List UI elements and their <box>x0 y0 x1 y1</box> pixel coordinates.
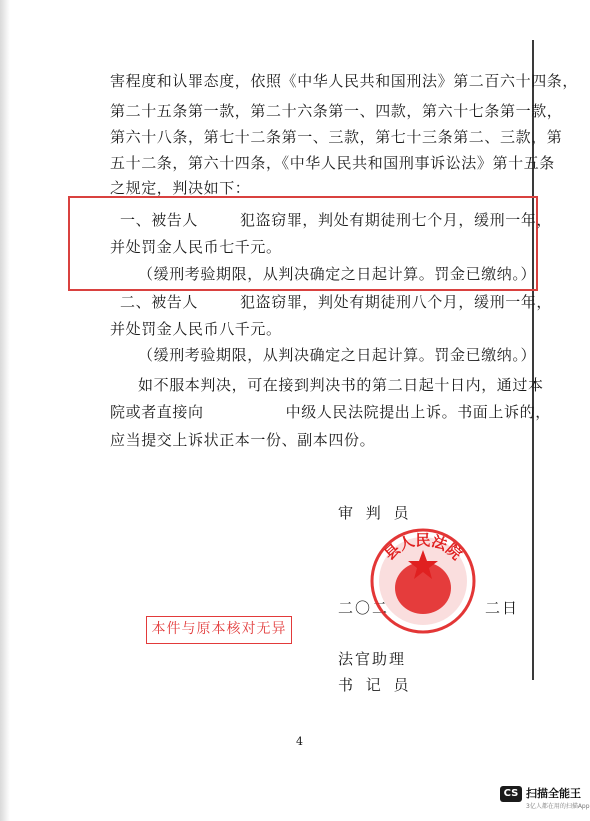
court-seal-icon <box>368 526 478 636</box>
assistant-label: 法官助理 <box>338 650 407 668</box>
body-line-1: 害程度和认罪态度，依照《中华人民共和国刑法》第二百六十四条， <box>110 72 579 90</box>
judge-label: 审 判 员 <box>338 504 413 522</box>
camscanner-logo-icon: CS <box>500 786 522 802</box>
verdict1-line2: 并处罚金人民币七千元。 <box>110 238 282 256</box>
scan-edge-left <box>0 0 10 821</box>
appeal-line3: 应当提交上诉状正本一份、副本四份。 <box>110 431 376 449</box>
verdict1-line1 <box>120 210 552 230</box>
verdict2-line1 <box>120 292 552 312</box>
camscanner-name: 扫描全能王 <box>526 787 581 800</box>
page-number: 4 <box>296 735 303 748</box>
verdict1-suffix: 犯盗窃罪，判处有期徒刑七个月，缓刑一年， <box>240 211 553 229</box>
body-line-3: 第六十八条，第七十二条第一、三款，第七十三条第二、三款，第 <box>110 128 563 146</box>
date-tail: 二日 <box>485 599 520 617</box>
verdict1-prefix: 一、被告人 <box>120 211 199 229</box>
verdict2-note: （缓刑考验期限，从判决确定之日起计算。罚金已缴纳。） <box>138 346 537 364</box>
verdict1-note: （缓刑考验期限，从判决确定之日起计算。罚金已缴纳。） <box>138 265 537 283</box>
appeal-line1: 如不服本判决，可在接到判决书的第二日起十日内，通过本 <box>138 376 544 394</box>
appeal-prefix: 院或者直接向 <box>110 403 204 421</box>
body-line-4: 五十二条，第六十四条，《中华人民共和国刑事诉讼法》第十五条 <box>110 154 555 172</box>
verify-stamp: 本件与原本核对无异 <box>146 616 292 644</box>
verdict2-suffix: 犯盗窃罪，判处有期徒刑八个月，缓刑一年， <box>240 293 553 311</box>
clerk-label: 书 记 员 <box>338 676 413 694</box>
seal-text: 县人民法院 <box>380 531 466 564</box>
camscanner-tagline: 3亿人都在用的扫描App <box>526 803 590 810</box>
appeal-line2 <box>110 402 551 422</box>
appeal-suffix: 中级人民法院提出上诉。书面上诉的， <box>285 403 551 421</box>
verdict2-prefix: 二、被告人 <box>120 293 199 311</box>
body-line-5: 之规定，判决如下： <box>110 179 251 197</box>
date-prefix: 二〇二 <box>338 599 390 617</box>
body-line-2: 第二十五条第一款，第二十六条第一、四款，第六十七条第一款， <box>110 102 563 120</box>
verdict2-line2: 并处罚金人民币八千元。 <box>110 320 282 338</box>
